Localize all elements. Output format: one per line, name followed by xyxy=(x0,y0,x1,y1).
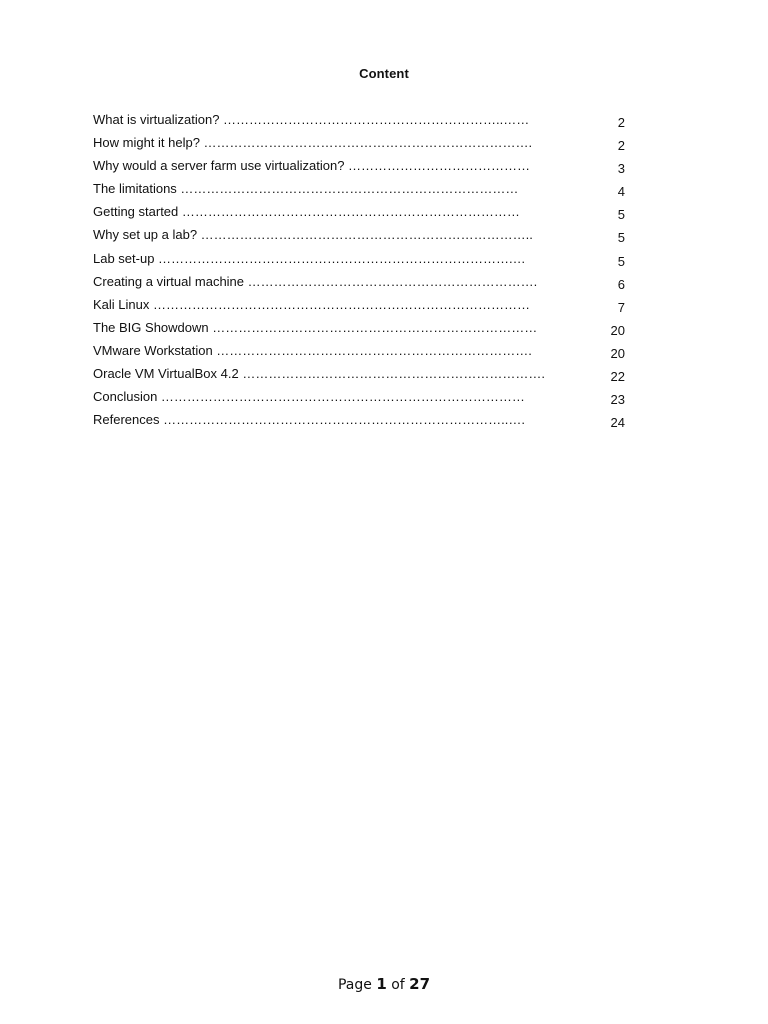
footer-current-page: 1 xyxy=(376,975,387,993)
page-footer xyxy=(0,975,768,993)
toc-entry-text: The BIG Showdown ………………………………………………………………… xyxy=(93,319,538,335)
toc-entry-text: Kali Linux …………………………………………………………………………… xyxy=(93,296,530,312)
toc-entry-page: 3 xyxy=(617,161,625,177)
toc-entry-page: 23 xyxy=(610,392,625,408)
toc-entry xyxy=(93,366,633,389)
table-of-contents xyxy=(93,112,633,435)
toc-entry-text: Creating a virtual machine …………………………………………………………. xyxy=(93,273,538,289)
toc-entry xyxy=(93,158,633,181)
toc-entry-text: What is virtualization? ………………………………………………………..…… xyxy=(93,112,530,127)
toc-entry-page: 22 xyxy=(610,369,625,385)
toc-entry-page: 24 xyxy=(610,415,625,431)
toc-entry xyxy=(93,227,633,250)
toc-entry-text: Conclusion ………………………………………………………………………… xyxy=(93,389,525,405)
toc-entry-text: VMware Workstation ………………………………………………………………. xyxy=(93,342,532,358)
toc-entry-text: References ……………………………………………………………………..…. xyxy=(93,412,525,428)
toc-entry-text: How might it help? …………………………………………………………………. xyxy=(93,135,533,151)
toc-entry-text: Oracle VM VirtualBox 4.2 ……………………………………………………………. xyxy=(93,366,545,382)
toc-entry xyxy=(93,112,633,135)
toc-entry-page: 4 xyxy=(617,184,625,200)
toc-entry xyxy=(93,204,633,227)
toc-entry xyxy=(93,412,633,435)
toc-entry-text: Getting started …………………………………………………………………… xyxy=(93,204,520,220)
toc-entry xyxy=(93,297,633,320)
toc-entry-text: Lab set-up ……………………………………………………………………….… xyxy=(93,250,526,266)
toc-entry-page: 5 xyxy=(617,230,625,246)
toc-entry-page: 2 xyxy=(617,115,625,130)
toc-entry-text: Why would a server farm use virtualization? …………………………………… xyxy=(93,158,531,174)
toc-title: Content xyxy=(359,66,409,81)
toc-entry xyxy=(93,320,633,343)
toc-entry xyxy=(93,389,633,412)
toc-entry-text: Why set up a lab? ………………………………………………………………….. xyxy=(93,227,533,243)
toc-entry-text: The limitations …………………………………………………………………… xyxy=(93,181,519,197)
toc-entry xyxy=(93,135,633,158)
toc-entry-page: 20 xyxy=(610,345,625,361)
footer-separator: of xyxy=(386,977,410,993)
toc-entry-page: 7 xyxy=(617,299,625,315)
toc-entry xyxy=(93,274,633,297)
toc-entry xyxy=(93,251,633,274)
toc-entry-page: 5 xyxy=(617,253,625,269)
toc-entry-page: 6 xyxy=(617,276,625,292)
footer-prefix: Page xyxy=(337,977,377,993)
toc-entry-page: 5 xyxy=(617,207,625,223)
toc-entry xyxy=(93,343,633,366)
footer-total-pages: 27 xyxy=(409,975,431,993)
toc-entry-page: 20 xyxy=(610,322,625,338)
toc-entry-page: 2 xyxy=(617,138,625,154)
toc-entry xyxy=(93,181,633,204)
